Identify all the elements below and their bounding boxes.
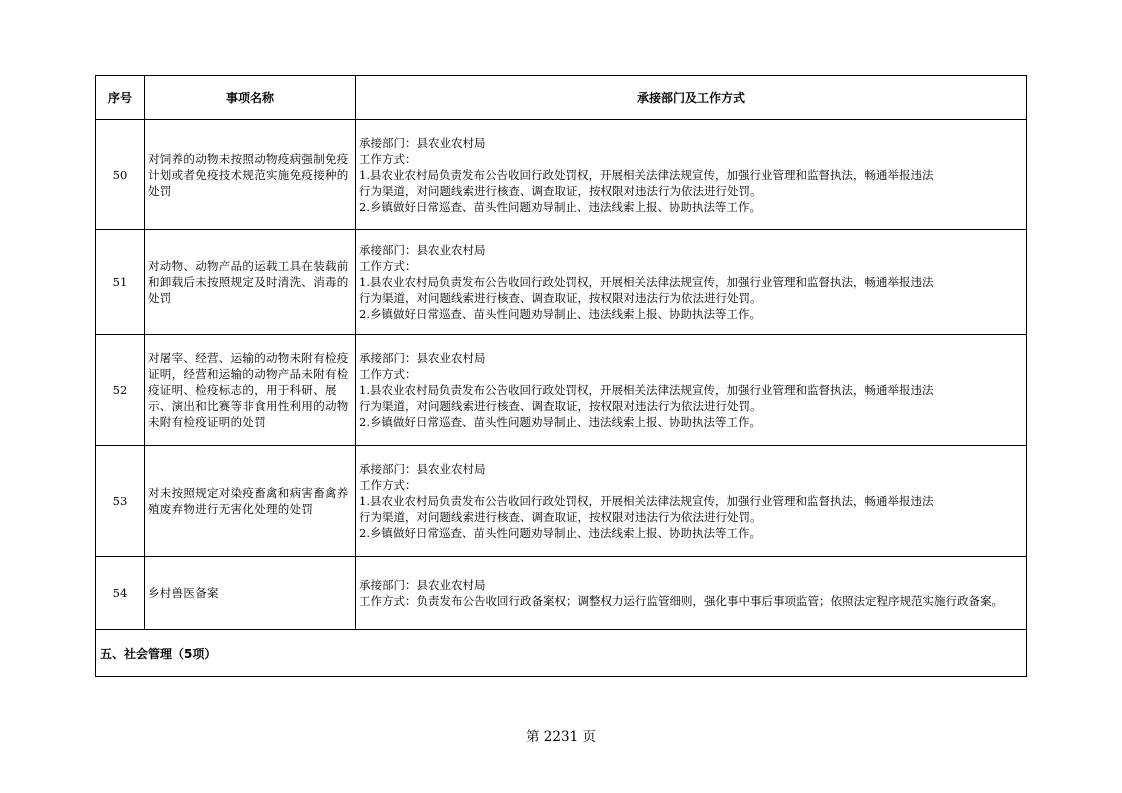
dept-label: 承接部门：县农业农村局 [359,351,486,365]
mode-line-1b: 行为渠道，对问题线索进行核查、调查取证，按权限对违法行为依法进行处罚。 [359,291,762,305]
header-dept: 承接部门及工作方式 [356,76,1027,120]
mode-line-1b: 行为渠道，对问题线索进行核查、调查取证，按权限对违法行为依法进行处罚。 [359,183,762,198]
mode-line-1a: 1.县农业农村局负责发布公告收回行政处罚权，开展相关法律法规宣传，加强行业管理和监督执法，畅通举报违法 [359,275,934,289]
mode-line-2: 2.乡镇做好日常巡查、苗头性问题劝导制止、违法线索上报、协助执法等工作。 [359,199,761,214]
mode-line-1a: 1.县农业农村局负责发布公告收回行政处罚权，开展相关法律法规宣传，加强行业管理和监督执法，畅通举报违法 [359,167,934,182]
dept-label: 承接部门：县农业农村局 [359,462,486,476]
dept-cell [356,446,1027,557]
dept-cell [356,120,1027,230]
header-no: 序号 [96,76,145,120]
matter-name: 乡村兽医备案 [145,557,356,630]
mode-label: 工作方式： [359,367,417,381]
dept-cell [356,557,1027,630]
table-row [96,335,1027,446]
dept-cell [356,335,1027,446]
matter-name: 对动物、动物产品的运载工具在装载前和卸载后未按照规定及时清洗、消毒的处罚 [145,230,356,335]
matter-name: 对屠宰、经营、运输的动物未附有检疫证明，经营和运输的动物产品未附有检疫证明、检疫标志的，用于科研、展示、演出和比赛等非食用性利用的动物未附有检疫证明的处罚 [145,335,356,446]
table-row [96,120,1027,230]
dept-label: 承接部门：县农业农村局 [359,243,486,257]
table-row [96,446,1027,557]
matter-name: 对未按照规定对染疫畜禽和病害畜禽养殖废弃物进行无害化处理的处罚 [145,446,356,557]
dept-label: 承接部门：县农业农村局 [359,135,486,150]
page-number: 第 2231 页 [526,729,596,745]
mode-line-2: 2.乡镇做好日常巡查、苗头性问题劝导制止、违法线索上报、协助执法等工作。 [359,307,761,321]
table-row [96,230,1027,335]
matters-table [95,75,1027,677]
table-row [96,557,1027,630]
mode-label: 工作方式： [359,478,417,492]
mode-line-2: 2.乡镇做好日常巡查、苗头性问题劝导制止、违法线索上报、协助执法等工作。 [359,526,761,540]
row-number: 54 [96,557,145,630]
mode-label: 工作方式： [359,259,417,273]
row-number: 50 [96,120,145,230]
mode-line-1b: 行为渠道，对问题线索进行核查、调查取证，按权限对违法行为依法进行处罚。 [359,399,762,413]
matter-name: 对饲养的动物未按照动物疫病强制免疫计划或者免疫技术规范实施免疫接种的处罚 [145,120,356,230]
section-row [96,630,1027,677]
header-name: 事项名称 [145,76,356,120]
section-title: 五、社会管理（5项） [96,630,1027,677]
mode-line-1b: 行为渠道，对问题线索进行核查、调查取证，按权限对违法行为依法进行处罚。 [359,510,762,524]
row-number: 53 [96,446,145,557]
mode-line-1a: 1.县农业农村局负责发布公告收回行政处罚权，开展相关法律法规宣传，加强行业管理和监督执法，畅通举报违法 [359,383,934,397]
table-header-row [96,76,1027,120]
row-number: 51 [96,230,145,335]
mode-text: 工作方式：负责发布公告收回行政备案权；调整权力运行监管细则，强化事中事后事项监管；依照法定程序规范实施行政备案。 [359,594,1003,608]
dept-label: 承接部门：县农业农村局 [359,578,486,592]
dept-cell [356,230,1027,335]
mode-line-1a: 1.县农业农村局负责发布公告收回行政处罚权，开展相关法律法规宣传，加强行业管理和监督执法，畅通举报违法 [359,494,934,508]
mode-label: 工作方式： [359,151,417,166]
row-number: 52 [96,335,145,446]
mode-line-2: 2.乡镇做好日常巡查、苗头性问题劝导制止、违法线索上报、协助执法等工作。 [359,415,761,429]
